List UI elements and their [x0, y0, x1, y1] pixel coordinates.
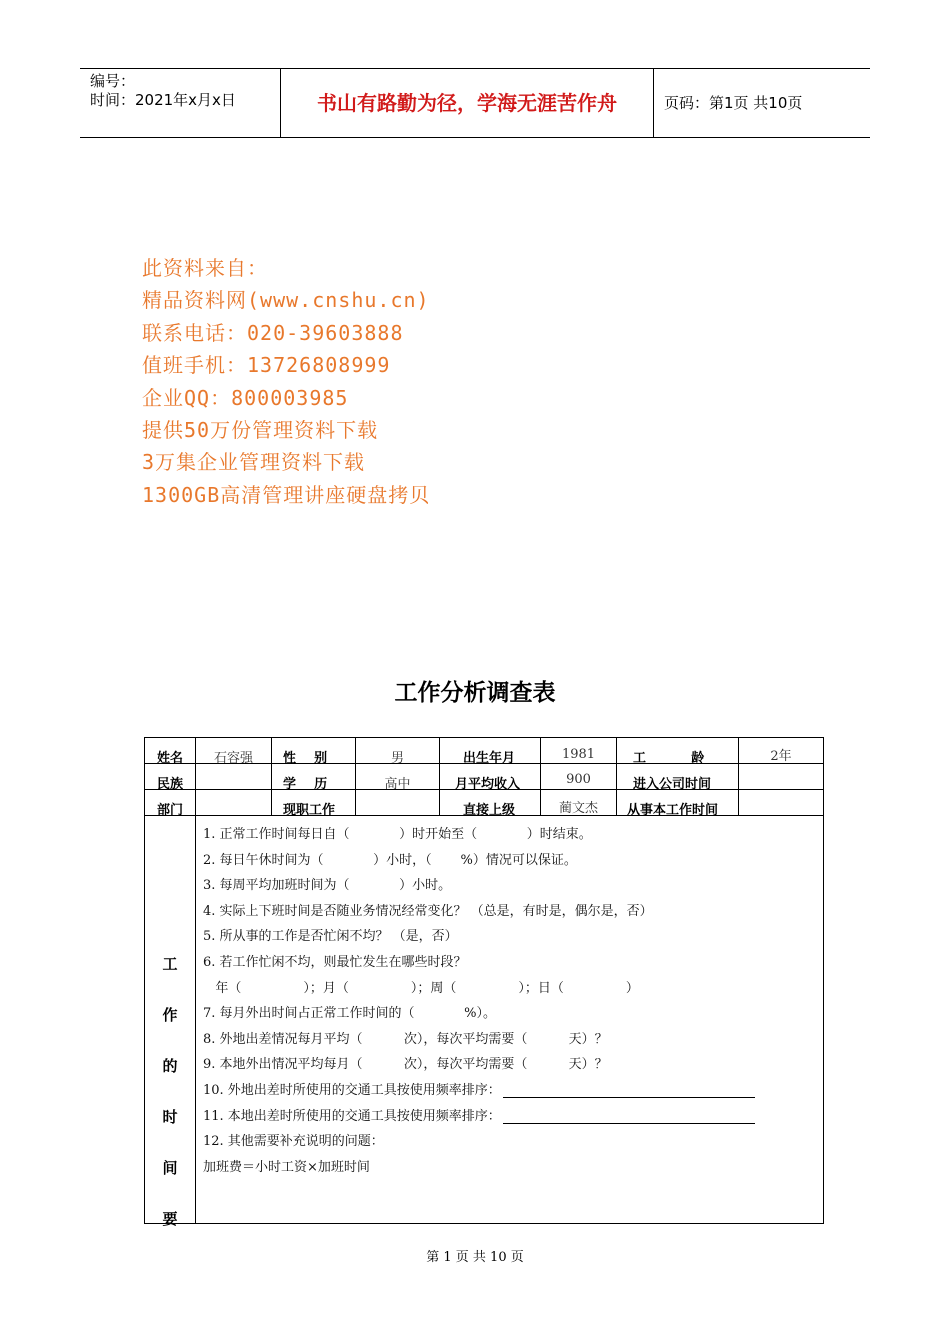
info-line: 3万集企业管理资料下载 — [142, 450, 366, 475]
gender-label: 性 别 — [283, 751, 328, 766]
side-char: 间 — [162, 1159, 178, 1177]
side-char: 要 — [162, 1210, 178, 1228]
tenure-value: 2年 — [770, 749, 792, 764]
name-value: 石容强 — [213, 751, 253, 766]
col-divider — [616, 738, 617, 816]
question-item: 8. 外地出差情况每月平均（ 次），每次平均需要（ 天）？ — [203, 1031, 608, 1047]
job-analysis-table — [144, 737, 824, 1228]
department-label: 部门 — [157, 803, 184, 818]
question-item: 9. 本地外出情况平均每月（ 次），每次平均需要（ 天）？ — [203, 1057, 608, 1073]
header-motto: 书山有路勤为径，学海无涯苦作舟 — [281, 69, 654, 137]
question-item: 4. 实际上下班时间是否随业务情况经常变化？ （总是，有时是，偶尔是，否） — [203, 903, 653, 919]
question-item: 年（ ）；月（ ）；周（ ）；日（ ） — [203, 980, 639, 996]
info-line: 此资料来自： — [142, 256, 268, 280]
answer-blank-line[interactable] — [503, 1083, 755, 1098]
birth-label: 出生年月 — [463, 751, 516, 766]
question-item: 1. 正常工作时间每日自（ ）时开始至（ ）时结束。 — [203, 827, 592, 842]
page-footer: 第 1 页 共 10 页 — [426, 1250, 524, 1265]
answer-blank-line[interactable] — [503, 1109, 755, 1124]
question-item-with-blank — [203, 1104, 755, 1130]
col-divider — [271, 738, 272, 816]
income-value: 900 — [566, 772, 591, 787]
document-title: 工作分析调查表 — [394, 679, 556, 706]
question-item: 5. 所从事的工作是否忙闲不均？ （是，否） — [203, 929, 458, 945]
time-label: 时间：2021年x月x日 — [90, 91, 236, 109]
col-divider — [439, 738, 440, 816]
side-char: 作 — [162, 1006, 178, 1024]
education-label: 学 历 — [283, 777, 328, 792]
header-page-info: 页码：第1页 共10页 — [664, 94, 803, 112]
source-info-block — [142, 252, 430, 511]
tenure-label: 工 龄 — [633, 751, 705, 766]
note-formula: 加班费＝小时工资×加班时间 — [203, 1159, 370, 1175]
question-item: 12. 其他需要补充说明的问题： — [203, 1134, 384, 1150]
gender-value: 男 — [390, 751, 404, 766]
question-text: 11. 本地出差时所使用的交通工具按使用频率排序： — [203, 1108, 501, 1124]
info-line: 联系电话：020-39603888 — [142, 320, 404, 345]
supervisor-label: 直接上级 — [463, 803, 516, 818]
education-value: 高中 — [384, 777, 411, 792]
ethnicity-label: 民族 — [157, 777, 184, 792]
number-label: 编号： — [90, 72, 136, 90]
supervisor-value: 蔺文杰 — [558, 801, 598, 816]
info-line: 值班手机：13726808999 — [142, 353, 391, 378]
info-line: 精品资料网(www.cnshu.cn) — [142, 288, 430, 313]
question-item: 2. 每日午休时间为（ ）小时，（ %）情况可以保证。 — [203, 852, 577, 868]
question-item: 6. 若工作忙闲不均，则最忙发生在哪些时段？ — [203, 954, 467, 970]
join-date-label: 进入公司时间 — [633, 777, 712, 792]
info-line: 企业QQ：800003985 — [142, 385, 349, 410]
name-label: 姓名 — [157, 751, 184, 766]
questionnaire-body — [203, 822, 755, 1180]
section-side-heading — [145, 816, 196, 1228]
work-time-label: 从事本工作时间 — [627, 803, 719, 818]
info-line: 提供50万份管理资料下载 — [142, 418, 379, 443]
side-char: 的 — [162, 1057, 178, 1075]
question-text: 10. 外地出差时所使用的交通工具按使用频率排序： — [203, 1082, 501, 1098]
page-header — [80, 68, 870, 138]
birth-value: 1981 — [561, 747, 596, 762]
question-item: 7. 每月外出时间占正常工作时间的（ %）。 — [203, 1006, 496, 1022]
side-char: 工 — [162, 955, 178, 973]
position-label: 现职工作 — [283, 803, 336, 818]
header-meta — [80, 69, 281, 137]
question-item-with-blank — [203, 1078, 755, 1104]
side-char: 时 — [162, 1108, 178, 1126]
income-label: 月平均收入 — [455, 777, 521, 792]
question-item: 3. 每周平均加班时间为（ ）小时。 — [203, 878, 452, 894]
info-line: 1300GB高清管理讲座硬盘拷贝 — [142, 482, 431, 507]
